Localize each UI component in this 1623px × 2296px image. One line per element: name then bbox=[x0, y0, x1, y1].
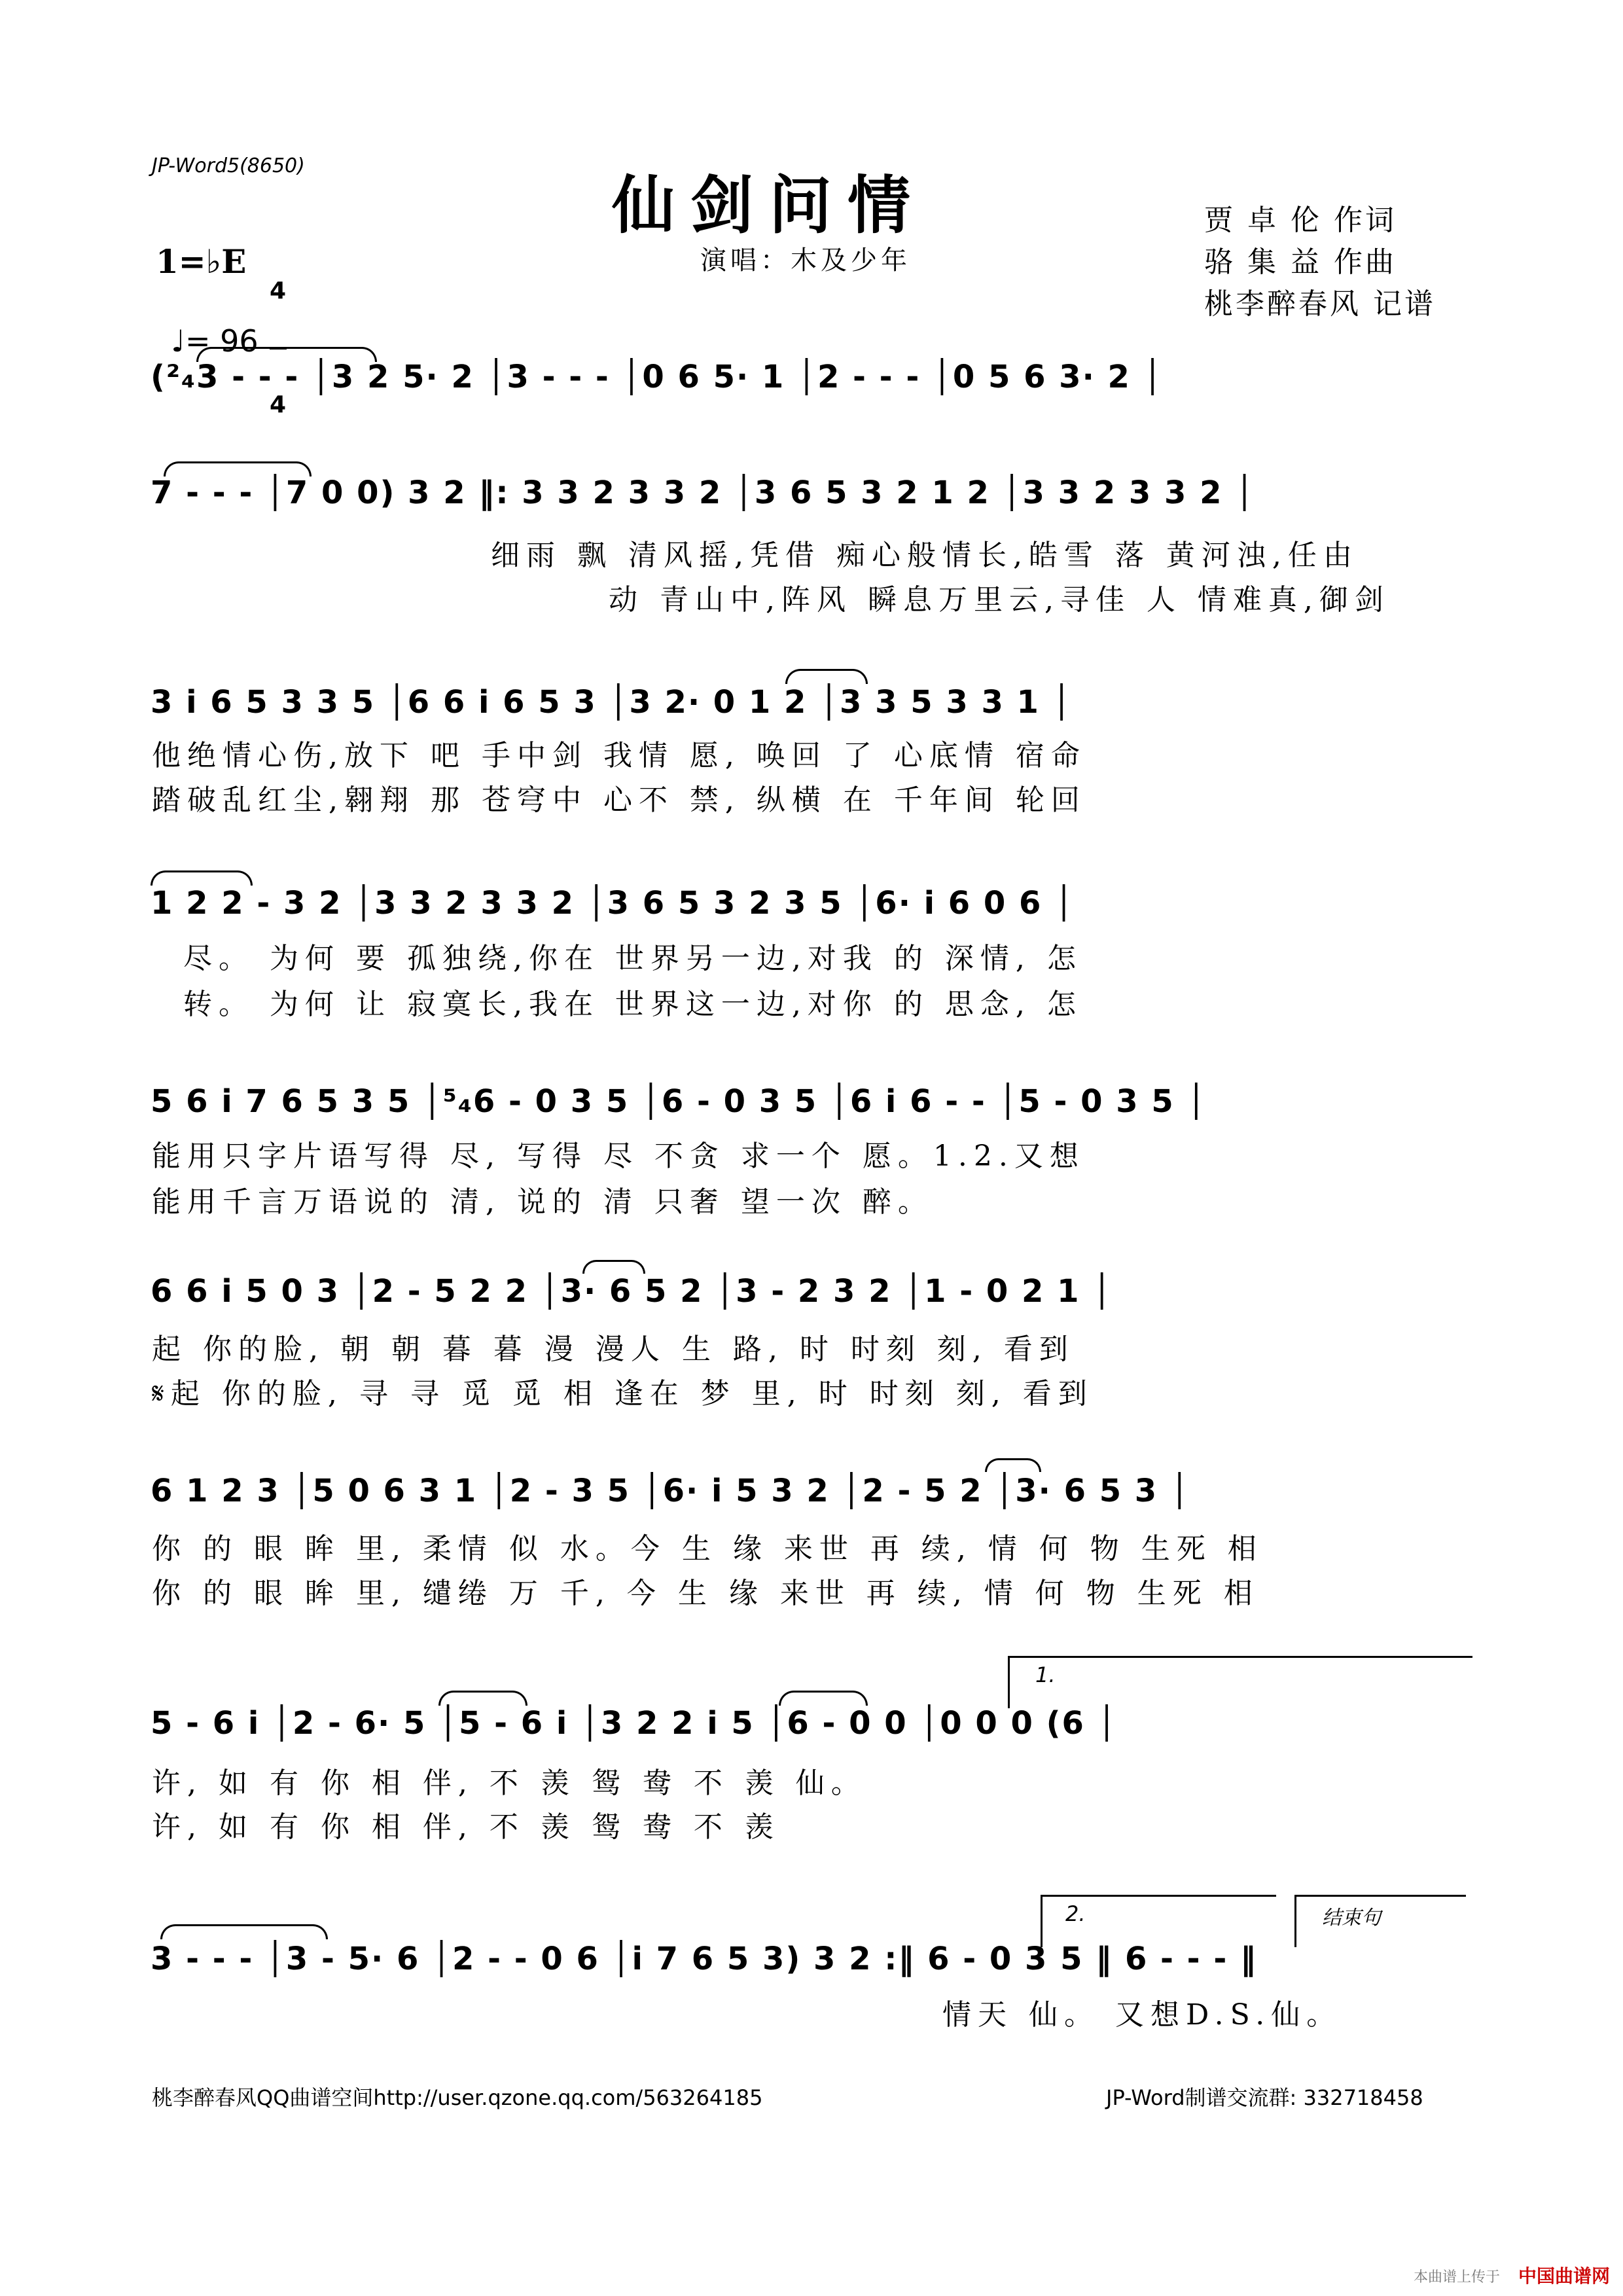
song-title: 仙剑问情 bbox=[612, 168, 926, 242]
lyrics-line-2-verse-2: 动 青山中,阵风 瞬息万里云,寻佳 人 情难真,御剑 bbox=[609, 583, 1390, 617]
lyrics-line-7-verse-1: 你 的 眼 眸 里, 柔情 似 水。今 生 缘 来世 再 续, 情 何 物 生死 相 bbox=[152, 1532, 1263, 1566]
notes-line-1: (²₄3 - - - │3 2 5· 2 │3 - - - │0 6 5· 1 │2 - - - │0 5 6 3· 2 │ bbox=[151, 359, 1164, 395]
tie-arc bbox=[164, 461, 312, 476]
notes-line-8: 5 - 6 i │2 - 6· 5 │5 - 6 i │3 2 2 i 5 │6 - 0 0 │0 0 0 (6 │ bbox=[151, 1705, 1118, 1742]
lyrics-line-5-verse-2: 能用千言万语说的 清, 说的 清 只奢 望一次 醉。 bbox=[152, 1185, 933, 1219]
volta-1-label: 1. bbox=[1035, 1662, 1056, 1687]
lyrics-line-9: 情天 仙。 又想D.S.仙。 bbox=[942, 1998, 1342, 2032]
tempo-value: = 96 bbox=[185, 323, 259, 359]
tie-arc bbox=[196, 347, 377, 362]
tie-arc bbox=[779, 1691, 868, 1706]
lyrics-line-3-verse-1: 他绝情心伤,放下 吧 手中剑 我情 愿, 唤回 了 心底情 宿命 bbox=[152, 739, 1086, 772]
time-signature bbox=[270, 236, 287, 439]
notes-line-2: 7 - - - │7 0 0) 3 2 ‖: 3 3 2 3 3 2 │3 6 5 3 2 1 2 │3 3 2 3 3 2 │ bbox=[151, 475, 1256, 511]
lyricist-credit: 贾 卓 伦 作词 bbox=[1204, 204, 1397, 237]
lyrics-line-5-verse-1: 能用只字片语写得 尽, 写得 尽 不贪 求一个 愿。1.2.又想 bbox=[152, 1139, 1085, 1173]
notes-line-3: 3 i 6 5 3 3 5 │6 6 i 6 5 3 │3 2· 0 1 2 │3 3 5 3 3 1 │ bbox=[151, 684, 1073, 721]
lyrics-line-2-verse-1: 细雨 飘 清风摇,凭借 痴心般情长,皓雪 落 黄河浊,任由 bbox=[491, 539, 1359, 572]
composer-credit: 骆 集 益 作曲 bbox=[1204, 245, 1397, 279]
tie-arc bbox=[582, 1260, 645, 1274]
transcriber-credit: 桃李醉春风 记谱 bbox=[1204, 287, 1436, 321]
ending-label: 结束句 bbox=[1322, 1907, 1381, 1929]
lyrics-line-7-verse-2: 你 的 眼 眸 里, 缱绻 万 千, 今 生 缘 来世 再 续, 情 何 物 生死 相 bbox=[152, 1577, 1259, 1610]
key-signature: 1=♭E bbox=[156, 242, 247, 281]
lyrics-line-6-verse-2: 𝄋起 你的脸, 寻 寻 觅 觅 相 逢在 梦 里, 时 时刻 刻, 看到 bbox=[152, 1377, 1094, 1410]
watermark-site: 中国曲谱网 bbox=[1518, 2265, 1611, 2287]
lyrics-line-4-verse-1: 尽。 为何 要 孤独绕,你在 世界另一边,对我 的 深情, 怎 bbox=[183, 942, 1082, 975]
tie-arc bbox=[160, 1924, 328, 1939]
lyrics-line-3-verse-2: 踏破乱红尘,翱翔 那 苍穹中 心不 禁, 纵横 在 千年间 轮回 bbox=[152, 783, 1086, 817]
volta-1-bracket bbox=[1008, 1656, 1472, 1658]
tie-arc bbox=[438, 1691, 527, 1706]
lyrics-line-4-verse-2: 转。 为何 让 寂寞长,我在 世界这一边,对你 的 思念, 怎 bbox=[183, 988, 1082, 1021]
volta-2-bracket-edge bbox=[1041, 1895, 1043, 1947]
singer-credit: 演唱：木及少年 bbox=[700, 245, 911, 276]
watermark-text: 本曲谱上传于 bbox=[1414, 2269, 1501, 2286]
lyrics-line-8-verse-2: 许, 如 有 你 相 伴, 不 羡 鸳 鸯 不 羡 bbox=[152, 1810, 780, 1844]
tie-arc bbox=[785, 669, 868, 684]
ending-bracket-edge bbox=[1294, 1895, 1296, 1947]
ending-bracket bbox=[1294, 1895, 1466, 1897]
volta-2-label: 2. bbox=[1065, 1901, 1086, 1926]
lyrics-line-8-verse-1: 许, 如 有 你 相 伴, 不 羡 鸳 鸯 不 羡 仙。 bbox=[152, 1767, 866, 1800]
notes-line-4: 1 2 2 - 3 2 │3 3 2 3 3 2 │3 6 5 3 2 3 5 │6· i 6 0 6 │ bbox=[151, 885, 1075, 922]
volta-2-bracket bbox=[1041, 1895, 1276, 1897]
software-label: JP-Word5(8650) bbox=[152, 154, 305, 177]
notes-line-5: 5 6 i 7 6 5 3 5 │⁵₄6 - 0 3 5 │6 - 0 3 5 │6 i 6 - - │5 - 0 3 5 │ bbox=[151, 1083, 1207, 1120]
lyrics-line-6-verse-1: 起 你的脸, 朝 朝 暮 暮 漫 漫人 生 路, 时 时刻 刻, 看到 bbox=[152, 1333, 1075, 1366]
footer-right: JP-Word制谱交流群: 332718458 bbox=[1106, 2085, 1423, 2110]
volta-1-bracket-edge bbox=[1008, 1656, 1010, 1708]
quarter-note-icon: ♩ bbox=[171, 323, 185, 359]
notes-line-6: 6 6 i 5 0 3 │2 - 5 2 2 │3· 6 5 2 │3 - 2 3 2 │1 - 0 2 1 │ bbox=[151, 1273, 1113, 1310]
time-top: 4 bbox=[270, 278, 287, 304]
tie-arc bbox=[985, 1458, 1041, 1472]
notes-line-7: 6 1 2 3 │5 0 6 3 1 │2 - 3 5 │6· i 5 3 2 │2 - 5 2 │3· 6 5 3 │ bbox=[151, 1473, 1190, 1509]
time-bottom: 4 bbox=[270, 391, 287, 418]
tie-arc bbox=[151, 870, 253, 886]
notes-line-9: 3 - - - │3 - 5· 6 │2 - - 0 6 │i 7 6 5 3) 3 2 :‖ 6 - 0 3 5 ‖ 6 - - - ‖ bbox=[151, 1941, 1257, 1977]
footer-left: 桃李醉春风QQ曲谱空间http://user.qzone.qq.com/563264185 bbox=[152, 2085, 763, 2110]
